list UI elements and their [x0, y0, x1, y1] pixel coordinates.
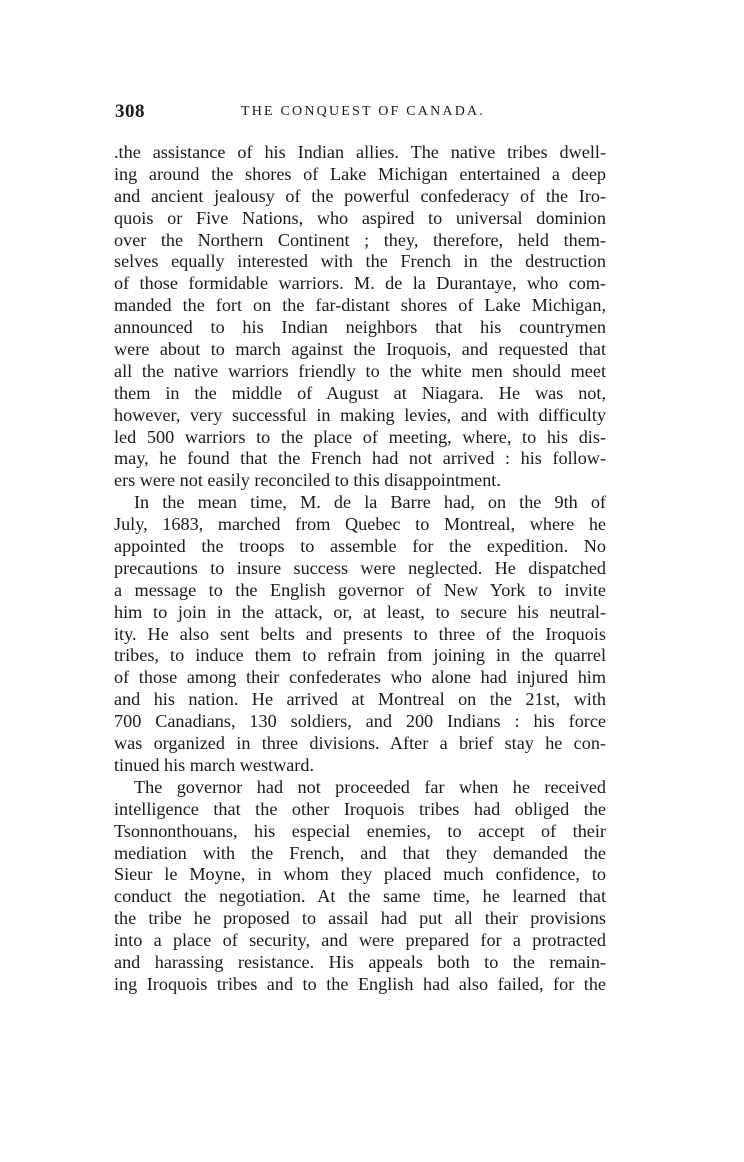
text-line: 700 Canadians, 130 soldiers, and 200 Indians : his force — [114, 711, 606, 732]
text-line: announced to his Indian neighbors that his countrymen — [114, 317, 606, 338]
text-line: led 500 warriors to the place of meeting, where, to his dis- — [114, 426, 606, 447]
text-line: into a place of security, and were prepared for a protracted — [114, 930, 606, 951]
text-line: may, he found that the French had not arrived : his follow- — [114, 448, 606, 469]
text-line: were about to march against the Iroquois, and requested that — [114, 339, 606, 360]
text-line: the tribe he proposed to assail had put all their provisions — [114, 908, 606, 929]
text-line: conduct the negotiation. At the same time, he learned that — [114, 886, 606, 907]
running-title: THE CONQUEST OF CANADA. — [241, 104, 486, 119]
text-line: and his nation. He arrived at Montreal on the 21st, with — [114, 689, 606, 710]
text-line: a message to the English governor of New York to invite — [114, 579, 606, 600]
text-line: him to join in the attack, or, at least, to secure his neutral- — [114, 601, 606, 622]
text-line: was organized in three divisions. After a brief stay he con- — [114, 733, 606, 754]
text-line: mediation with the French, and that they demanded the — [114, 842, 606, 863]
text-line: selves equally interested with the French in the destruction — [114, 251, 606, 272]
text-line: Tsonnonthouans, his especial enemies, to accept of their — [114, 820, 606, 841]
text-line: July, 1683, marched from Quebec to Montreal, where he — [114, 514, 606, 535]
text-line: over the Northern Continent ; they, therefore, held them- — [114, 229, 606, 250]
text-line: Sieur le Moyne, in whom they placed much confidence, to — [114, 864, 606, 885]
text-line: manded the fort on the far-distant shores of Lake Michigan, — [114, 295, 606, 316]
text-line: intelligence that the other Iroquois tribes had obliged the — [114, 798, 606, 819]
text-line: and harassing resistance. His appeals both to the remain- — [114, 951, 606, 972]
text-line: however, very successful in making levies, and with difficulty — [114, 404, 606, 425]
text-line: all the native warriors friendly to the white men should meet — [114, 360, 606, 381]
text-line: appointed the troops to assemble for the expedition. No — [114, 536, 606, 557]
text-line: ity. He also sent belts and presents to three of the Iroquois — [114, 623, 606, 644]
text-line: them in the middle of August at Niagara. He was not, — [114, 382, 606, 403]
text-line: tribes, to induce them to refrain from joining in the quarrel — [114, 645, 606, 666]
text-line: ing Iroquois tribes and to the English had also failed, for the — [114, 973, 606, 994]
text-line: .the assistance of his Indian allies. The native tribes dwell- — [114, 142, 606, 162]
text-line: quois or Five Nations, who aspired to universal dominion — [114, 207, 606, 228]
text-line: and ancient jealousy of the powerful confederacy of the Iro- — [114, 185, 606, 206]
text-line: precautions to insure success were neglected. He dispatched — [114, 557, 606, 578]
running-head — [115, 101, 635, 125]
text-line: tinued his march westward. — [114, 754, 315, 775]
text-line: of those among their confederates who alone had injured him — [114, 667, 606, 688]
body-text — [114, 142, 606, 996]
text-line: In the mean time, M. de la Barre had, on the 9th of — [134, 492, 606, 513]
text-line: ers were not easily reconciled to this disappointment. — [114, 470, 501, 491]
text-line: ing around the shores of Lake Michigan entertained a deep — [114, 163, 606, 184]
text-line: The governor had not proceeded far when he received — [134, 776, 606, 797]
page-number: 308 — [115, 101, 145, 122]
text-line: of those formidable warriors. M. de la Durantaye, who com- — [114, 273, 606, 294]
